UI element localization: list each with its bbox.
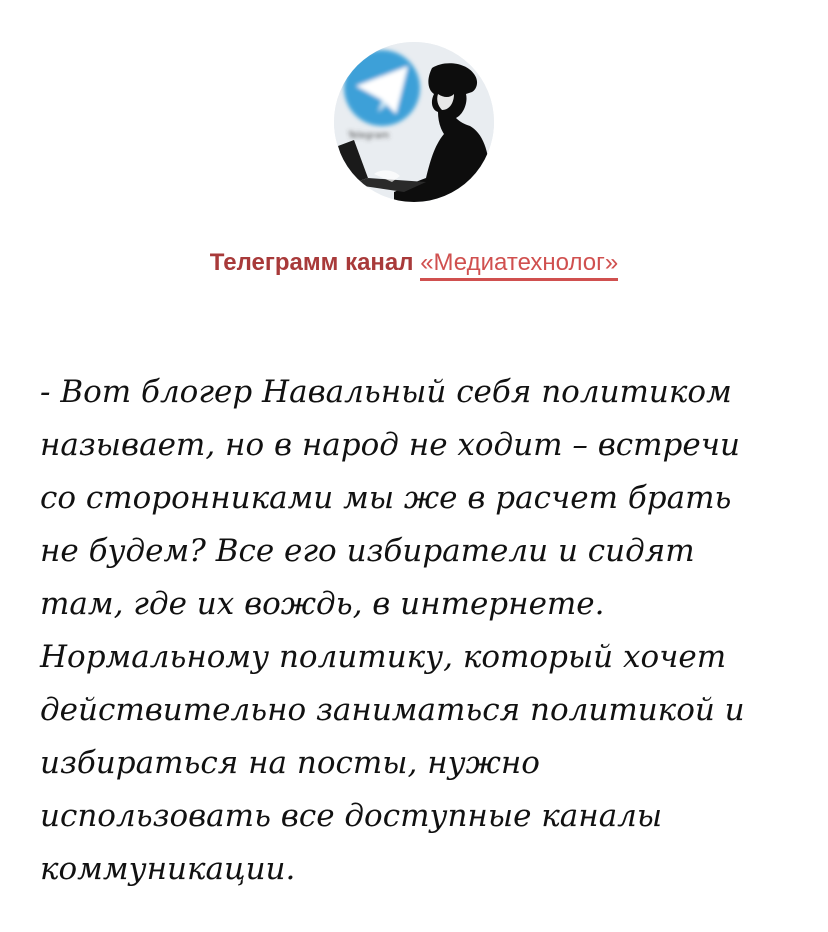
channel-prefix-label: Телеграмм канал — [209, 249, 414, 276]
telegram-person-laptop-icon — [334, 42, 494, 202]
channel-attribution — [0, 248, 828, 278]
quote-text — [40, 366, 800, 896]
quote-line: называет, но в народ не ходит – встречи — [40, 427, 740, 463]
quote-line: не будем? Все его избиратели и сидят — [40, 533, 695, 569]
quote-line: действительно заниматься политикой и — [40, 692, 745, 728]
quote-line: Нормальному политику, который хочет — [40, 639, 727, 675]
quote-line: там, где их вождь, в интернете. — [40, 586, 605, 622]
channel-avatar[interactable] — [334, 42, 494, 202]
quote-line: коммуникации. — [40, 851, 296, 887]
quote-line: избираться на посты, нужно — [40, 745, 540, 781]
quote-line: использовать все доступные каналы — [40, 798, 663, 834]
channel-link[interactable]: «Медиатехнолог» — [420, 249, 618, 281]
telegram-brand-text: Telegram — [348, 131, 390, 141]
quote-line: со сторонниками мы же в расчет брать — [40, 480, 732, 516]
quote-line: - Вот блогер Навальный себя политиком — [40, 374, 732, 410]
